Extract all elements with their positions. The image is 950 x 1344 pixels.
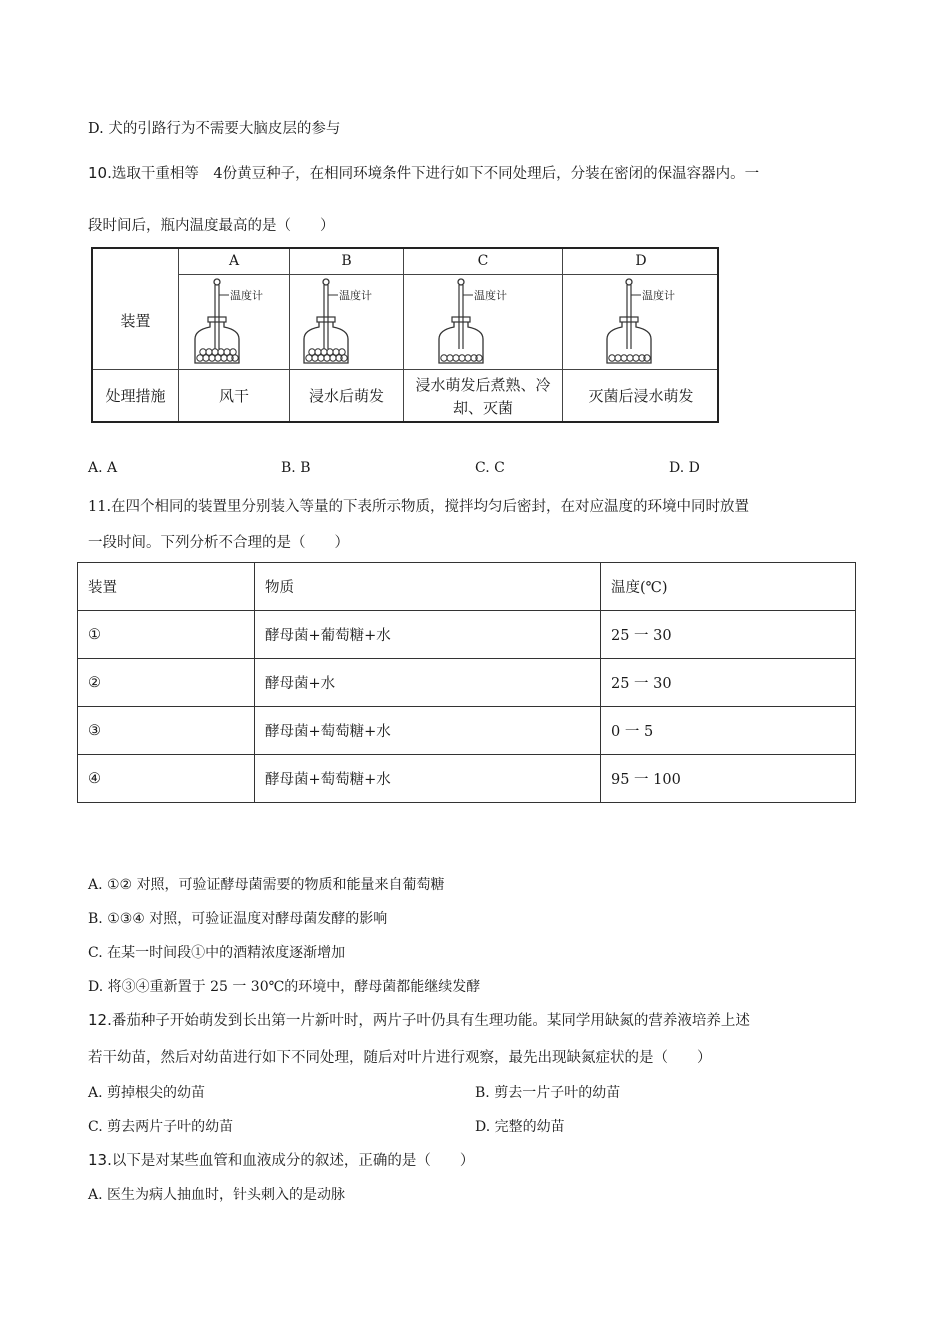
treatment-b: 浸水后萌发 [308, 387, 384, 406]
q11-stem-line1: 11.在四个相同的装置里分别装入等量的下表所示物质，搅拌均匀后密封，在对应温度的环境中同时放置 [88, 499, 750, 515]
q12-option-c[interactable]: C. 剪去两片子叶的幼苗 [88, 1119, 234, 1135]
treatment-c: 浸水萌发后煮熟、冷却、灭菌 [415, 376, 551, 417]
table-cell: ② [78, 659, 255, 707]
q10-stem-line2: 段时间后，瓶内温度最高的是（ ） [88, 218, 335, 234]
col-header-d: D [635, 253, 647, 269]
q11-stem-line2: 一段时间。下列分析不合理的是（ ） [88, 535, 349, 551]
flask-d-icon [601, 277, 697, 367]
q11-data-table [77, 562, 856, 803]
q10-option-d[interactable]: D. D [669, 460, 700, 476]
q12-stem-line2: 若干幼苗，然后对幼苗进行如下不同处理，随后对叶片进行观察，最先出现缺氮症状的是（ ） [88, 1050, 712, 1066]
q10-stem-line1 [88, 162, 759, 183]
q13-text-line1: 以下是对某些血管和血液成分的叙述，正确的是（ ） [111, 1153, 475, 1169]
prev-option-d: D. 犬的引路行为不需要大脑皮层的参与 [88, 121, 341, 137]
q10-apparatus-table [91, 247, 719, 423]
table-cell: 酵母菌+葡萄糖+水 [255, 611, 601, 659]
q11-option-c[interactable]: C. 在某一时间段①中的酒精浓度逐渐增加 [88, 945, 346, 961]
q10-option-c[interactable]: C. C [475, 460, 505, 476]
table-cell: ③ [78, 707, 255, 755]
q12-option-b[interactable]: B. 剪去一片子叶的幼苗 [475, 1085, 621, 1101]
flask-b-icon [298, 277, 394, 367]
table-cell: ① [78, 611, 255, 659]
table-cell: 95 一 100 [601, 755, 856, 803]
table-cell: 酵母菌+水 [255, 659, 601, 707]
q13-stem-line1 [88, 1149, 474, 1170]
treatment-d: 灭菌后浸水萌发 [588, 387, 694, 406]
q11-option-a[interactable]: A. ①② 对照，可验证酵母菌需要的物质和能量来自葡萄糖 [88, 877, 445, 893]
q10-option-b[interactable]: B. B [281, 460, 311, 476]
q13-number: 13. [88, 1151, 112, 1169]
table-cell: ④ [78, 755, 255, 803]
q10-text-line1: 选取干重相等 4份黄豆种子，在相同环境条件下进行如下不同处理后，分装在密闭的保温容器内。一 [111, 166, 760, 182]
thermometer-label: 温度计 [474, 289, 507, 302]
q12-number: 12. [88, 1011, 112, 1029]
table-cell: 酵母菌+萄萄糖+水 [255, 707, 601, 755]
thermometer-label: 温度计 [642, 289, 675, 302]
header-cell: 物质 [255, 563, 601, 611]
header-cell: 温度(℃) [601, 563, 856, 611]
header-cell: 装置 [78, 563, 255, 611]
q12-option-d[interactable]: D. 完整的幼苗 [475, 1119, 565, 1135]
q11-option-d[interactable]: D. 将③④重新置于 25 一 30℃的环境中，酵母菌都能继续发酵 [88, 979, 481, 995]
treatment-a: 风干 [218, 387, 249, 406]
table-cell: 酵母菌+萄萄糖+水 [255, 755, 601, 803]
table-row [78, 707, 856, 755]
table-cell: 0 一 5 [601, 707, 856, 755]
table-cell: 25 一 30 [601, 611, 856, 659]
col-header-c: C [477, 253, 489, 269]
table-cell: 25 一 30 [601, 659, 856, 707]
q12-text-line1: 番茄种子开始萌发到长出第一片新叶时，两片子叶仍具有生理功能。某同学用缺氮的营养液培养上述 [111, 1013, 750, 1029]
col-header-b: B [341, 253, 352, 269]
q10-number: 10. [88, 164, 112, 182]
q10-option-a[interactable]: A. A [88, 460, 118, 476]
q12-option-a[interactable]: A. 剪掉根尖的幼苗 [88, 1085, 206, 1101]
q11-option-b[interactable]: B. ①③④ 对照，可验证温度对酵母菌发酵的影响 [88, 911, 388, 927]
table-row [78, 755, 856, 803]
table-row [78, 659, 856, 707]
col-header-a: A [228, 253, 240, 269]
row-label-apparatus: 装置 [120, 312, 151, 331]
q12-stem-line1 [88, 1009, 750, 1030]
table-row [78, 611, 856, 659]
thermometer-label: 温度计 [339, 289, 372, 302]
row-label-treatment: 处理措施 [105, 387, 166, 406]
thermometer-label: 温度计 [230, 289, 263, 302]
q13-option-a[interactable]: A. 医生为病人抽血时，针头刺入的是动脉 [88, 1187, 346, 1203]
flask-c-icon [433, 277, 529, 367]
flask-a-icon [189, 277, 285, 367]
table-header-row [78, 563, 856, 611]
